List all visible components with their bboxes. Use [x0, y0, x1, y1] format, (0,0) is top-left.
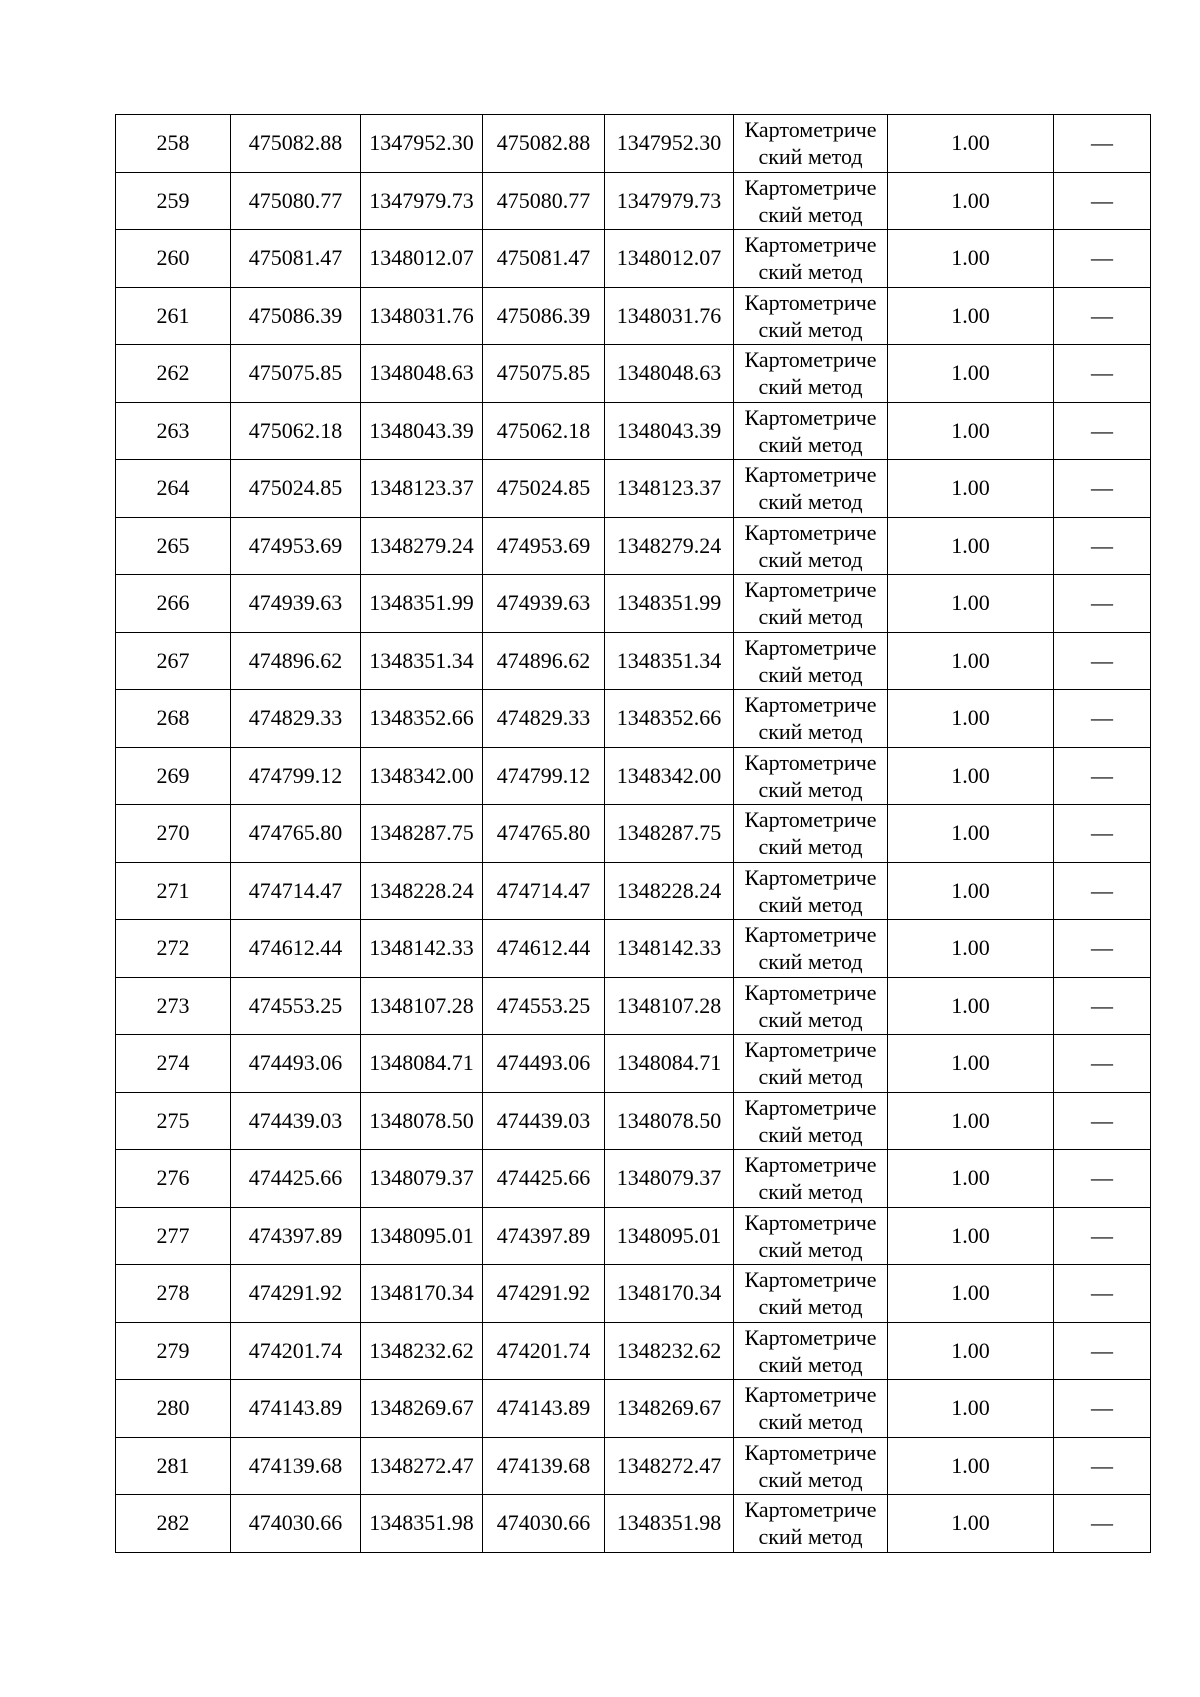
x-updated-cell: 474493.06	[483, 1035, 605, 1093]
accuracy-cell: 1.00	[888, 575, 1054, 633]
method-line-2: ский метод	[758, 661, 863, 687]
table-row	[116, 230, 1151, 288]
method-cell	[734, 862, 888, 920]
point-number-cell: 276	[116, 1150, 231, 1208]
point-number-cell: 282	[116, 1495, 231, 1553]
y-updated-cell: 1348079.37	[605, 1150, 734, 1208]
table-row	[116, 1207, 1151, 1265]
note-cell: —	[1054, 402, 1151, 460]
note-cell: —	[1054, 460, 1151, 518]
table-row	[116, 460, 1151, 518]
method-line-1: Картометриче	[744, 347, 877, 373]
y-updated-cell: 1348351.99	[605, 575, 734, 633]
y-existing-cell: 1348342.00	[361, 747, 483, 805]
x-updated-cell: 474201.74	[483, 1322, 605, 1380]
method-cell	[734, 575, 888, 633]
method-line-2: ский метод	[758, 201, 863, 227]
method-line-2: ский метод	[758, 1524, 863, 1550]
x-updated-cell: 474030.66	[483, 1495, 605, 1553]
method-cell	[734, 1092, 888, 1150]
x-updated-cell: 475080.77	[483, 172, 605, 230]
note-cell: —	[1054, 345, 1151, 403]
point-number-cell: 272	[116, 920, 231, 978]
y-existing-cell: 1348170.34	[361, 1265, 483, 1323]
y-existing-cell: 1348352.66	[361, 690, 483, 748]
point-number-cell: 269	[116, 747, 231, 805]
y-existing-cell: 1348079.37	[361, 1150, 483, 1208]
x-updated-cell: 474799.12	[483, 747, 605, 805]
coordinates-table	[115, 114, 1151, 1553]
y-updated-cell: 1348351.98	[605, 1495, 734, 1553]
y-updated-cell: 1348287.75	[605, 805, 734, 863]
accuracy-cell: 1.00	[888, 805, 1054, 863]
method-line-1: Картометриче	[744, 807, 877, 833]
accuracy-cell: 1.00	[888, 690, 1054, 748]
point-number-cell: 266	[116, 575, 231, 633]
point-number-cell: 270	[116, 805, 231, 863]
accuracy-cell: 1.00	[888, 1207, 1054, 1265]
x-updated-cell: 475075.85	[483, 345, 605, 403]
table-row	[116, 862, 1151, 920]
method-line-1: Картометриче	[744, 1094, 877, 1120]
y-updated-cell: 1348012.07	[605, 230, 734, 288]
y-updated-cell: 1348272.47	[605, 1437, 734, 1495]
point-number-cell: 258	[116, 115, 231, 173]
x-updated-cell: 474714.47	[483, 862, 605, 920]
y-existing-cell: 1348123.37	[361, 460, 483, 518]
y-existing-cell: 1348351.34	[361, 632, 483, 690]
method-line-2: ский метод	[758, 776, 863, 802]
accuracy-cell: 1.00	[888, 1150, 1054, 1208]
y-updated-cell: 1348095.01	[605, 1207, 734, 1265]
y-updated-cell: 1348107.28	[605, 977, 734, 1035]
method-cell	[734, 402, 888, 460]
table-row	[116, 345, 1151, 403]
note-cell: —	[1054, 1322, 1151, 1380]
note-cell: —	[1054, 1495, 1151, 1553]
method-line-1: Картометриче	[744, 864, 877, 890]
y-updated-cell: 1347979.73	[605, 172, 734, 230]
note-cell: —	[1054, 1035, 1151, 1093]
accuracy-cell: 1.00	[888, 460, 1054, 518]
accuracy-cell: 1.00	[888, 402, 1054, 460]
method-line-2: ский метод	[758, 259, 863, 285]
method-cell	[734, 805, 888, 863]
y-existing-cell: 1348084.71	[361, 1035, 483, 1093]
note-cell: —	[1054, 632, 1151, 690]
point-number-cell: 271	[116, 862, 231, 920]
x-existing-cell: 475086.39	[231, 287, 361, 345]
y-existing-cell: 1348287.75	[361, 805, 483, 863]
y-existing-cell: 1348351.98	[361, 1495, 483, 1553]
accuracy-cell: 1.00	[888, 977, 1054, 1035]
method-cell	[734, 230, 888, 288]
method-line-2: ский метод	[758, 1236, 863, 1262]
note-cell: —	[1054, 1437, 1151, 1495]
x-updated-cell: 474896.62	[483, 632, 605, 690]
x-existing-cell: 474201.74	[231, 1322, 361, 1380]
table-row	[116, 575, 1151, 633]
method-line-1: Картометриче	[744, 577, 877, 603]
method-cell	[734, 1207, 888, 1265]
method-cell	[734, 1150, 888, 1208]
y-existing-cell: 1348031.76	[361, 287, 483, 345]
accuracy-cell: 1.00	[888, 172, 1054, 230]
method-cell	[734, 345, 888, 403]
x-updated-cell: 474139.68	[483, 1437, 605, 1495]
y-existing-cell: 1348012.07	[361, 230, 483, 288]
y-updated-cell: 1348228.24	[605, 862, 734, 920]
method-line-1: Картометриче	[744, 692, 877, 718]
method-line-1: Картометриче	[744, 462, 877, 488]
table-row	[116, 402, 1151, 460]
x-existing-cell: 474139.68	[231, 1437, 361, 1495]
note-cell: —	[1054, 977, 1151, 1035]
x-updated-cell: 474553.25	[483, 977, 605, 1035]
point-number-cell: 262	[116, 345, 231, 403]
method-line-2: ский метод	[758, 1294, 863, 1320]
method-line-1: Картометриче	[744, 232, 877, 258]
note-cell: —	[1054, 230, 1151, 288]
x-existing-cell: 474030.66	[231, 1495, 361, 1553]
method-cell	[734, 1380, 888, 1438]
method-line-2: ский метод	[758, 891, 863, 917]
y-existing-cell: 1347979.73	[361, 172, 483, 230]
method-line-1: Картометриче	[744, 922, 877, 948]
table-row	[116, 805, 1151, 863]
x-existing-cell: 474953.69	[231, 517, 361, 575]
accuracy-cell: 1.00	[888, 1495, 1054, 1553]
x-existing-cell: 474799.12	[231, 747, 361, 805]
point-number-cell: 259	[116, 172, 231, 230]
y-updated-cell: 1348232.62	[605, 1322, 734, 1380]
y-existing-cell: 1348078.50	[361, 1092, 483, 1150]
table-row	[116, 1380, 1151, 1438]
x-existing-cell: 474425.66	[231, 1150, 361, 1208]
method-line-2: ский метод	[758, 604, 863, 630]
table-row	[116, 287, 1151, 345]
method-line-2: ский метод	[758, 1179, 863, 1205]
point-number-cell: 275	[116, 1092, 231, 1150]
method-line-1: Картометриче	[744, 979, 877, 1005]
x-updated-cell: 475062.18	[483, 402, 605, 460]
table-row	[116, 1092, 1151, 1150]
point-number-cell: 268	[116, 690, 231, 748]
table-row	[116, 517, 1151, 575]
accuracy-cell: 1.00	[888, 287, 1054, 345]
accuracy-cell: 1.00	[888, 1437, 1054, 1495]
method-line-1: Картометриче	[744, 1209, 877, 1235]
accuracy-cell: 1.00	[888, 862, 1054, 920]
note-cell: —	[1054, 805, 1151, 863]
table-row	[116, 1437, 1151, 1495]
method-cell	[734, 172, 888, 230]
x-updated-cell: 474829.33	[483, 690, 605, 748]
y-existing-cell: 1348228.24	[361, 862, 483, 920]
y-existing-cell: 1348043.39	[361, 402, 483, 460]
x-existing-cell: 474397.89	[231, 1207, 361, 1265]
method-line-2: ский метод	[758, 834, 863, 860]
x-existing-cell: 474939.63	[231, 575, 361, 633]
y-existing-cell: 1348279.24	[361, 517, 483, 575]
y-updated-cell: 1348279.24	[605, 517, 734, 575]
y-updated-cell: 1348142.33	[605, 920, 734, 978]
accuracy-cell: 1.00	[888, 747, 1054, 805]
accuracy-cell: 1.00	[888, 1265, 1054, 1323]
table-row	[116, 1495, 1151, 1553]
note-cell: —	[1054, 115, 1151, 173]
table-row	[116, 1322, 1151, 1380]
x-existing-cell: 475062.18	[231, 402, 361, 460]
x-updated-cell: 475024.85	[483, 460, 605, 518]
y-updated-cell: 1348123.37	[605, 460, 734, 518]
method-cell	[734, 287, 888, 345]
point-number-cell: 280	[116, 1380, 231, 1438]
accuracy-cell: 1.00	[888, 115, 1054, 173]
accuracy-cell: 1.00	[888, 1380, 1054, 1438]
note-cell: —	[1054, 747, 1151, 805]
point-number-cell: 264	[116, 460, 231, 518]
y-existing-cell: 1348095.01	[361, 1207, 483, 1265]
accuracy-cell: 1.00	[888, 632, 1054, 690]
table-body	[116, 115, 1151, 1553]
table-row	[116, 115, 1151, 173]
table-row	[116, 172, 1151, 230]
note-cell: —	[1054, 575, 1151, 633]
method-line-1: Картометриче	[744, 1382, 877, 1408]
x-updated-cell: 475082.88	[483, 115, 605, 173]
x-updated-cell: 474612.44	[483, 920, 605, 978]
x-existing-cell: 475081.47	[231, 230, 361, 288]
note-cell: —	[1054, 920, 1151, 978]
point-number-cell: 274	[116, 1035, 231, 1093]
method-line-1: Картометриче	[744, 1497, 877, 1523]
method-line-1: Картометриче	[744, 519, 877, 545]
x-updated-cell: 474953.69	[483, 517, 605, 575]
note-cell: —	[1054, 1150, 1151, 1208]
y-updated-cell: 1348352.66	[605, 690, 734, 748]
method-line-1: Картометриче	[744, 1439, 877, 1465]
y-existing-cell: 1348272.47	[361, 1437, 483, 1495]
note-cell: —	[1054, 172, 1151, 230]
point-number-cell: 267	[116, 632, 231, 690]
point-number-cell: 278	[116, 1265, 231, 1323]
table-row	[116, 920, 1151, 978]
x-existing-cell: 474553.25	[231, 977, 361, 1035]
x-existing-cell: 474493.06	[231, 1035, 361, 1093]
method-line-2: ский метод	[758, 144, 863, 170]
method-cell	[734, 460, 888, 518]
note-cell: —	[1054, 1207, 1151, 1265]
accuracy-cell: 1.00	[888, 1092, 1054, 1150]
y-existing-cell: 1348048.63	[361, 345, 483, 403]
method-line-1: Картометриче	[744, 1152, 877, 1178]
method-line-1: Картометриче	[744, 404, 877, 430]
method-line-1: Картометриче	[744, 1037, 877, 1063]
method-line-1: Картометриче	[744, 174, 877, 200]
x-existing-cell: 474143.89	[231, 1380, 361, 1438]
accuracy-cell: 1.00	[888, 920, 1054, 978]
method-cell	[734, 115, 888, 173]
accuracy-cell: 1.00	[888, 1322, 1054, 1380]
y-updated-cell: 1348078.50	[605, 1092, 734, 1150]
note-cell: —	[1054, 862, 1151, 920]
method-cell	[734, 1265, 888, 1323]
table-row	[116, 1150, 1151, 1208]
note-cell: —	[1054, 690, 1151, 748]
point-number-cell: 279	[116, 1322, 231, 1380]
method-line-2: ский метод	[758, 949, 863, 975]
method-cell	[734, 690, 888, 748]
accuracy-cell: 1.00	[888, 1035, 1054, 1093]
table-row	[116, 1265, 1151, 1323]
y-existing-cell: 1348351.99	[361, 575, 483, 633]
method-line-1: Картометриче	[744, 749, 877, 775]
note-cell: —	[1054, 1380, 1151, 1438]
x-updated-cell: 474425.66	[483, 1150, 605, 1208]
method-line-2: ский метод	[758, 1409, 863, 1435]
y-updated-cell: 1348031.76	[605, 287, 734, 345]
y-updated-cell: 1348043.39	[605, 402, 734, 460]
point-number-cell: 273	[116, 977, 231, 1035]
x-existing-cell: 474439.03	[231, 1092, 361, 1150]
x-existing-cell: 474896.62	[231, 632, 361, 690]
x-existing-cell: 475024.85	[231, 460, 361, 518]
point-number-cell: 277	[116, 1207, 231, 1265]
point-number-cell: 281	[116, 1437, 231, 1495]
method-cell	[734, 920, 888, 978]
method-line-1: Картометриче	[744, 634, 877, 660]
x-existing-cell: 474612.44	[231, 920, 361, 978]
point-number-cell: 265	[116, 517, 231, 575]
x-existing-cell: 475082.88	[231, 115, 361, 173]
method-line-2: ский метод	[758, 316, 863, 342]
x-existing-cell: 475075.85	[231, 345, 361, 403]
x-existing-cell: 474765.80	[231, 805, 361, 863]
table-row	[116, 977, 1151, 1035]
x-existing-cell: 474291.92	[231, 1265, 361, 1323]
accuracy-cell: 1.00	[888, 230, 1054, 288]
method-line-2: ский метод	[758, 1466, 863, 1492]
x-existing-cell: 474714.47	[231, 862, 361, 920]
method-cell	[734, 1322, 888, 1380]
y-updated-cell: 1348170.34	[605, 1265, 734, 1323]
method-line-2: ский метод	[758, 1006, 863, 1032]
method-cell	[734, 517, 888, 575]
y-updated-cell: 1348048.63	[605, 345, 734, 403]
x-updated-cell: 474439.03	[483, 1092, 605, 1150]
x-updated-cell: 475086.39	[483, 287, 605, 345]
method-line-1: Картометриче	[744, 1324, 877, 1350]
method-line-2: ский метод	[758, 1121, 863, 1147]
x-existing-cell: 475080.77	[231, 172, 361, 230]
method-line-2: ский метод	[758, 374, 863, 400]
y-updated-cell: 1348269.67	[605, 1380, 734, 1438]
x-updated-cell: 474765.80	[483, 805, 605, 863]
method-line-1: Картометриче	[744, 289, 877, 315]
x-updated-cell: 475081.47	[483, 230, 605, 288]
table-row	[116, 1035, 1151, 1093]
method-line-2: ский метод	[758, 489, 863, 515]
method-cell	[734, 747, 888, 805]
method-cell	[734, 977, 888, 1035]
method-line-1: Картометриче	[744, 1267, 877, 1293]
method-line-2: ский метод	[758, 1351, 863, 1377]
x-updated-cell: 474143.89	[483, 1380, 605, 1438]
method-line-2: ский метод	[758, 1064, 863, 1090]
y-updated-cell: 1348351.34	[605, 632, 734, 690]
point-number-cell: 260	[116, 230, 231, 288]
y-existing-cell: 1348232.62	[361, 1322, 483, 1380]
y-existing-cell: 1347952.30	[361, 115, 483, 173]
y-updated-cell: 1348084.71	[605, 1035, 734, 1093]
table-row	[116, 632, 1151, 690]
method-line-2: ский метод	[758, 546, 863, 572]
table-row	[116, 690, 1151, 748]
point-number-cell: 261	[116, 287, 231, 345]
y-updated-cell: 1348342.00	[605, 747, 734, 805]
note-cell: —	[1054, 517, 1151, 575]
method-cell	[734, 1437, 888, 1495]
note-cell: —	[1054, 1265, 1151, 1323]
x-updated-cell: 474397.89	[483, 1207, 605, 1265]
method-cell	[734, 1035, 888, 1093]
x-updated-cell: 474291.92	[483, 1265, 605, 1323]
method-line-2: ский метод	[758, 431, 863, 457]
table-row	[116, 747, 1151, 805]
note-cell: —	[1054, 1092, 1151, 1150]
note-cell: —	[1054, 287, 1151, 345]
method-line-1: Картометриче	[744, 117, 877, 143]
y-existing-cell: 1348269.67	[361, 1380, 483, 1438]
x-existing-cell: 474829.33	[231, 690, 361, 748]
accuracy-cell: 1.00	[888, 517, 1054, 575]
point-number-cell: 263	[116, 402, 231, 460]
y-existing-cell: 1348142.33	[361, 920, 483, 978]
accuracy-cell: 1.00	[888, 345, 1054, 403]
method-cell	[734, 1495, 888, 1553]
y-existing-cell: 1348107.28	[361, 977, 483, 1035]
x-updated-cell: 474939.63	[483, 575, 605, 633]
method-line-2: ский метод	[758, 719, 863, 745]
y-updated-cell: 1347952.30	[605, 115, 734, 173]
method-cell	[734, 632, 888, 690]
